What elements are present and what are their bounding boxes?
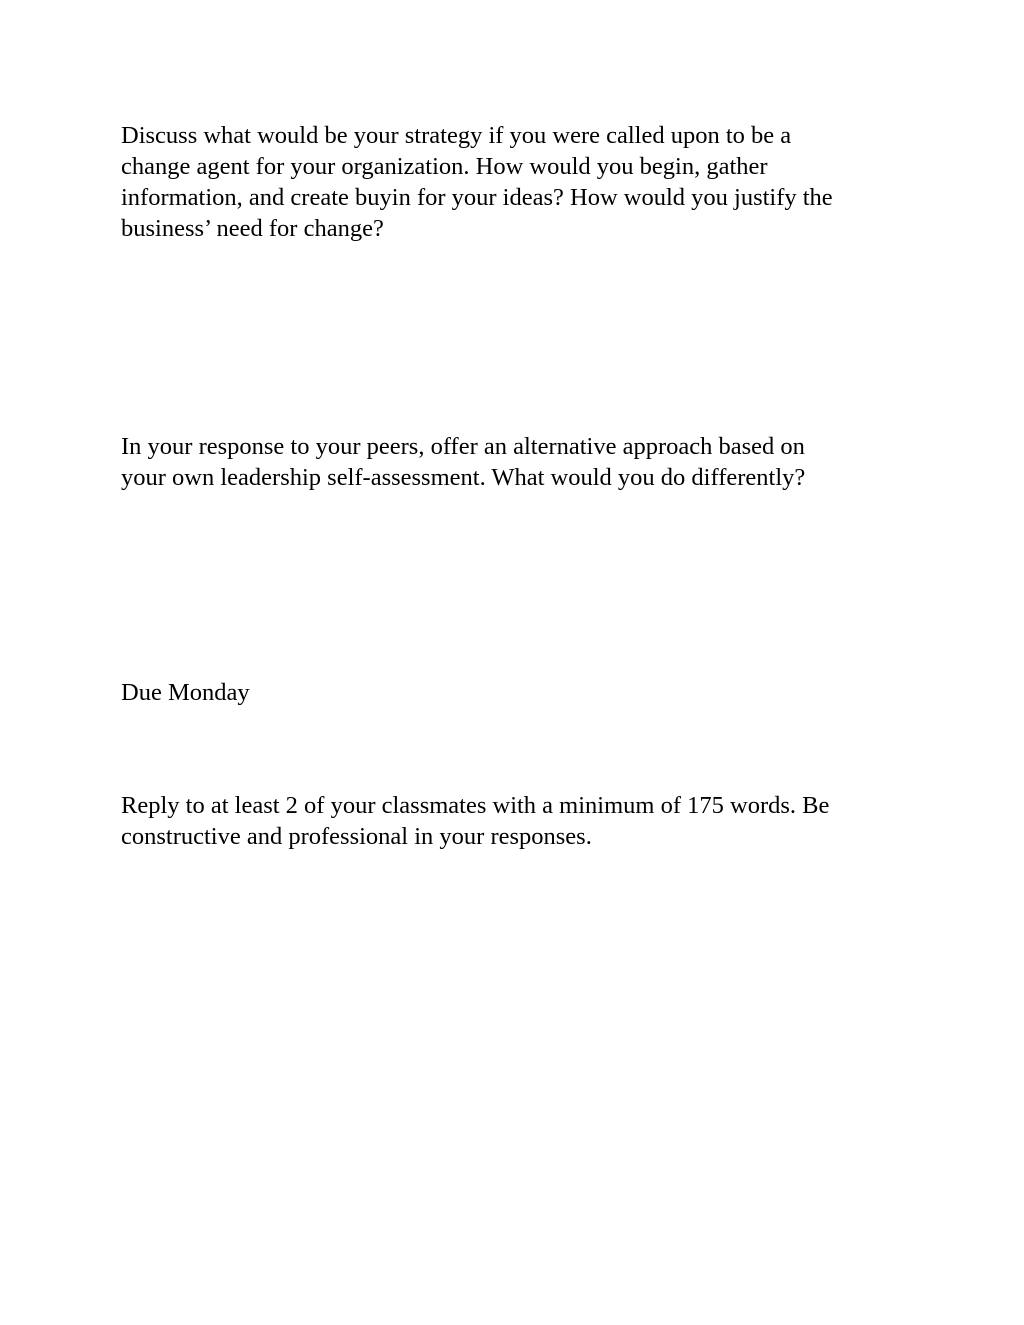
text-line: constructive and professional in your responses. (121, 823, 592, 850)
text-line: change agent for your organization. How would you begin, gather (121, 153, 768, 180)
text-line: Reply to at least 2 of your classmates with a minimum of 175 words. Be (121, 792, 830, 819)
peer-response-paragraph (121, 431, 921, 493)
reply-requirements-paragraph (121, 790, 921, 852)
text-line: Due Monday (121, 679, 250, 706)
discussion-prompt-paragraph (121, 120, 921, 244)
text-line: your own leadership self-assessment. What would you do differently? (121, 464, 806, 491)
due-date-paragraph (121, 677, 921, 708)
text-line: information, and create buyin for your ideas? How would you justify the (121, 184, 833, 211)
text-line: business’ need for change? (121, 215, 384, 242)
text-line: In your response to your peers, offer an alternative approach based on (121, 433, 805, 460)
text-line: Discuss what would be your strategy if you were called upon to be a (121, 122, 792, 149)
